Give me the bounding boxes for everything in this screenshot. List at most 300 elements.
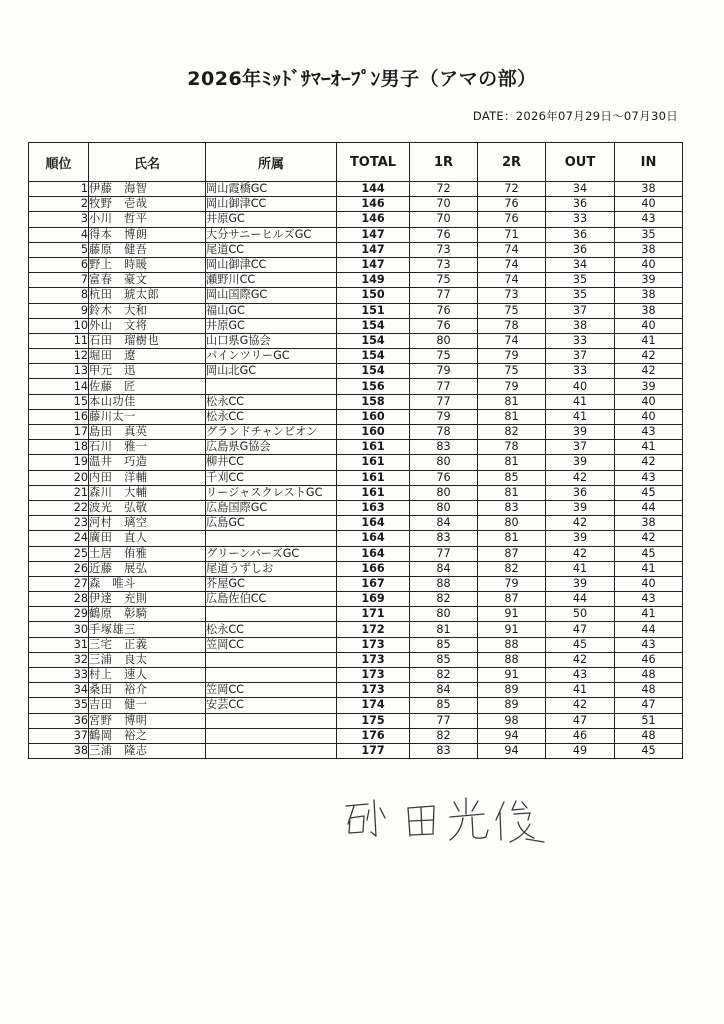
rank-cell: 11: [29, 333, 89, 348]
player-name: 鈴木 大和: [89, 303, 206, 318]
round1-score: 79: [410, 409, 478, 424]
table-row: [29, 257, 683, 272]
round2-score: 91: [478, 622, 546, 637]
player-name: 三浦 隆志: [89, 743, 206, 758]
total-score: 146: [337, 212, 410, 227]
total-score: 147: [337, 257, 410, 272]
in-score: 43: [615, 637, 683, 652]
table-row: [29, 349, 683, 364]
club-name: グランドチャンピオン: [206, 425, 337, 440]
rank-cell: 14: [29, 379, 89, 394]
player-name: 土居 侑雅: [89, 546, 206, 561]
club-name: 広島GC: [206, 516, 337, 531]
out-score: 34: [546, 182, 615, 197]
in-score: 40: [615, 576, 683, 591]
out-score: 36: [546, 197, 615, 212]
out-score: 38: [546, 318, 615, 333]
round1-score: 82: [410, 592, 478, 607]
player-name: 牧野 壱哉: [89, 197, 206, 212]
in-score: 46: [615, 652, 683, 667]
table-row: [29, 212, 683, 227]
out-score: 37: [546, 440, 615, 455]
in-score: 39: [615, 273, 683, 288]
out-score: 36: [546, 485, 615, 500]
col-header-out: OUT: [546, 143, 615, 182]
in-score: 35: [615, 227, 683, 242]
rank-cell: 34: [29, 683, 89, 698]
table-row: [29, 394, 683, 409]
table-row: [29, 440, 683, 455]
rank-cell: 3: [29, 212, 89, 227]
rank-cell: 16: [29, 409, 89, 424]
player-name: 藤川太一: [89, 409, 206, 424]
out-score: 39: [546, 576, 615, 591]
club-name: 岡山霞橋GC: [206, 182, 337, 197]
in-score: 40: [615, 257, 683, 272]
table-row: [29, 637, 683, 652]
club-name: [206, 743, 337, 758]
round1-score: 79: [410, 364, 478, 379]
round2-score: 88: [478, 652, 546, 667]
in-score: 42: [615, 531, 683, 546]
total-score: 174: [337, 698, 410, 713]
club-name: 尾道うずしお: [206, 561, 337, 576]
table-row: [29, 303, 683, 318]
round1-score: 84: [410, 516, 478, 531]
table-row: [29, 531, 683, 546]
round1-score: 76: [410, 227, 478, 242]
round2-score: 82: [478, 425, 546, 440]
round1-score: 77: [410, 713, 478, 728]
rank-cell: 15: [29, 394, 89, 409]
rank-cell: 2: [29, 197, 89, 212]
club-name: 岡山国際GC: [206, 288, 337, 303]
total-score: 176: [337, 728, 410, 743]
round1-score: 80: [410, 485, 478, 500]
table-row: [29, 743, 683, 758]
in-score: 45: [615, 743, 683, 758]
table-row: [29, 242, 683, 257]
round1-score: 76: [410, 303, 478, 318]
player-name: 伊達 充則: [89, 592, 206, 607]
out-score: 39: [546, 500, 615, 515]
club-name: 松永CC: [206, 394, 337, 409]
round2-score: 82: [478, 561, 546, 576]
col-header-name: 氏名: [89, 143, 206, 182]
round2-score: 74: [478, 333, 546, 348]
club-name: 瀬野川CC: [206, 273, 337, 288]
rank-cell: 25: [29, 546, 89, 561]
total-score: 167: [337, 576, 410, 591]
round1-score: 80: [410, 500, 478, 515]
table-row: [29, 288, 683, 303]
out-score: 42: [546, 516, 615, 531]
club-name: 笠岡CC: [206, 637, 337, 652]
total-score: 164: [337, 531, 410, 546]
round1-score: 82: [410, 668, 478, 683]
total-score: 163: [337, 500, 410, 515]
col-header-rank: 順位: [29, 143, 89, 182]
round2-score: 85: [478, 470, 546, 485]
out-score: 44: [546, 592, 615, 607]
out-score: 42: [546, 698, 615, 713]
round2-score: 71: [478, 227, 546, 242]
total-score: 158: [337, 394, 410, 409]
round2-score: 91: [478, 607, 546, 622]
player-name: 得本 博朗: [89, 227, 206, 242]
table-row: [29, 516, 683, 531]
out-score: 50: [546, 607, 615, 622]
table-row: [29, 668, 683, 683]
total-score: 150: [337, 288, 410, 303]
rank-cell: 10: [29, 318, 89, 333]
total-score: 173: [337, 683, 410, 698]
round1-score: 70: [410, 197, 478, 212]
results-table: [28, 142, 683, 759]
out-score: 37: [546, 349, 615, 364]
col-header-in: IN: [615, 143, 683, 182]
round1-score: 73: [410, 257, 478, 272]
out-score: 41: [546, 683, 615, 698]
rank-cell: 27: [29, 576, 89, 591]
out-score: 45: [546, 637, 615, 652]
club-name: [206, 379, 337, 394]
round1-score: 83: [410, 440, 478, 455]
round1-score: 80: [410, 333, 478, 348]
round1-score: 85: [410, 637, 478, 652]
table-row: [29, 592, 683, 607]
out-score: 42: [546, 546, 615, 561]
round1-score: 80: [410, 455, 478, 470]
player-name: 藤原 健吾: [89, 242, 206, 257]
player-name: 伊藤 海智: [89, 182, 206, 197]
in-score: 39: [615, 379, 683, 394]
rank-cell: 20: [29, 470, 89, 485]
in-score: 40: [615, 197, 683, 212]
total-score: 154: [337, 349, 410, 364]
out-score: 43: [546, 668, 615, 683]
total-score: 173: [337, 668, 410, 683]
club-name: 井原GC: [206, 318, 337, 333]
out-score: 33: [546, 364, 615, 379]
in-score: 41: [615, 333, 683, 348]
round2-score: 79: [478, 349, 546, 364]
player-name: 廣田 直人: [89, 531, 206, 546]
round1-score: 81: [410, 622, 478, 637]
rank-cell: 29: [29, 607, 89, 622]
round1-score: 76: [410, 318, 478, 333]
col-header-club: 所属: [206, 143, 337, 182]
rank-cell: 7: [29, 273, 89, 288]
club-name: [206, 728, 337, 743]
handwritten-signature: [338, 792, 550, 850]
table-row: [29, 227, 683, 242]
in-score: 45: [615, 485, 683, 500]
rank-cell: 38: [29, 743, 89, 758]
out-score: 46: [546, 728, 615, 743]
club-name: リージャスクレストGC: [206, 485, 337, 500]
club-name: 岡山御津CC: [206, 197, 337, 212]
rank-cell: 12: [29, 349, 89, 364]
out-score: 33: [546, 212, 615, 227]
player-name: 桑田 裕介: [89, 683, 206, 698]
round2-score: 83: [478, 500, 546, 515]
player-name: 吉田 健一: [89, 698, 206, 713]
total-score: 169: [337, 592, 410, 607]
table-row: [29, 576, 683, 591]
out-score: 35: [546, 273, 615, 288]
rank-cell: 26: [29, 561, 89, 576]
round2-score: 74: [478, 273, 546, 288]
page-title: 2026年ﾐｯﾄﾞｻﾏｰｵｰﾌﾟﾝ男子（アマの部）: [187, 68, 537, 90]
header-row: [29, 143, 683, 182]
player-name: 近藤 展弘: [89, 561, 206, 576]
round1-score: 84: [410, 561, 478, 576]
player-name: 波光 弘敬: [89, 500, 206, 515]
player-name: 手塚雄三: [89, 622, 206, 637]
in-score: 41: [615, 607, 683, 622]
out-score: 41: [546, 409, 615, 424]
table-row: [29, 652, 683, 667]
in-score: 43: [615, 212, 683, 227]
club-name: 松永CC: [206, 409, 337, 424]
total-score: 147: [337, 242, 410, 257]
round2-score: 78: [478, 440, 546, 455]
round2-score: 94: [478, 728, 546, 743]
rank-cell: 6: [29, 257, 89, 272]
club-name: [206, 531, 337, 546]
club-name: パインツリーGC: [206, 349, 337, 364]
total-score: 173: [337, 637, 410, 652]
player-name: 小川 哲平: [89, 212, 206, 227]
col-header-r2: 2R: [478, 143, 546, 182]
round2-score: 78: [478, 318, 546, 333]
total-score: 171: [337, 607, 410, 622]
out-score: 39: [546, 531, 615, 546]
player-name: 杭田 琥太郎: [89, 288, 206, 303]
round1-score: 72: [410, 182, 478, 197]
player-name: 温井 巧造: [89, 455, 206, 470]
rank-cell: 23: [29, 516, 89, 531]
total-score: 161: [337, 470, 410, 485]
round2-score: 87: [478, 546, 546, 561]
club-name: 芥屋GC: [206, 576, 337, 591]
round2-score: 75: [478, 364, 546, 379]
round2-score: 94: [478, 743, 546, 758]
club-name: 岡山北GC: [206, 364, 337, 379]
out-score: 42: [546, 652, 615, 667]
club-name: 山口県G協会: [206, 333, 337, 348]
player-name: 外山 文将: [89, 318, 206, 333]
total-score: 147: [337, 227, 410, 242]
player-name: 鶴岡 裕之: [89, 728, 206, 743]
round1-score: 85: [410, 652, 478, 667]
club-name: 笠岡CC: [206, 683, 337, 698]
rank-cell: 8: [29, 288, 89, 303]
player-name: 甲元 迅: [89, 364, 206, 379]
club-name: [206, 668, 337, 683]
in-score: 42: [615, 364, 683, 379]
club-name: 福山GC: [206, 303, 337, 318]
table-row: [29, 318, 683, 333]
player-name: 内田 洋輔: [89, 470, 206, 485]
in-score: 48: [615, 668, 683, 683]
total-score: 164: [337, 546, 410, 561]
table-row: [29, 728, 683, 743]
table-row: [29, 182, 683, 197]
in-score: 38: [615, 516, 683, 531]
total-score: 172: [337, 622, 410, 637]
out-score: 47: [546, 713, 615, 728]
club-name: 井原GC: [206, 212, 337, 227]
out-score: 39: [546, 425, 615, 440]
round1-score: 84: [410, 683, 478, 698]
round2-score: 79: [478, 576, 546, 591]
round1-score: 75: [410, 273, 478, 288]
table-row: [29, 500, 683, 515]
out-score: 33: [546, 333, 615, 348]
total-score: 161: [337, 455, 410, 470]
in-score: 48: [615, 683, 683, 698]
out-score: 40: [546, 379, 615, 394]
table-row: [29, 683, 683, 698]
rank-cell: 1: [29, 182, 89, 197]
round2-score: 73: [478, 288, 546, 303]
player-name: 本山功佳: [89, 394, 206, 409]
player-name: 鶴原 彰騎: [89, 607, 206, 622]
in-score: 41: [615, 561, 683, 576]
out-score: 36: [546, 242, 615, 257]
round1-score: 77: [410, 394, 478, 409]
player-name: 村上 速人: [89, 668, 206, 683]
in-score: 44: [615, 500, 683, 515]
player-name: 堀田 遼: [89, 349, 206, 364]
in-score: 41: [615, 440, 683, 455]
round2-score: 88: [478, 637, 546, 652]
round1-score: 70: [410, 212, 478, 227]
rank-cell: 13: [29, 364, 89, 379]
total-score: 146: [337, 197, 410, 212]
club-name: [206, 713, 337, 728]
table-row: [29, 364, 683, 379]
in-score: 40: [615, 394, 683, 409]
round2-score: 76: [478, 197, 546, 212]
round2-score: 74: [478, 242, 546, 257]
round2-score: 81: [478, 409, 546, 424]
out-score: 37: [546, 303, 615, 318]
round1-score: 76: [410, 470, 478, 485]
total-score: 164: [337, 516, 410, 531]
table-row: [29, 197, 683, 212]
total-score: 166: [337, 561, 410, 576]
total-score: 177: [337, 743, 410, 758]
club-name: 尾道CC: [206, 242, 337, 257]
table-row: [29, 425, 683, 440]
rank-cell: 36: [29, 713, 89, 728]
rank-cell: 37: [29, 728, 89, 743]
out-score: 35: [546, 288, 615, 303]
rank-cell: 32: [29, 652, 89, 667]
in-score: 40: [615, 318, 683, 333]
player-name: 森 唯斗: [89, 576, 206, 591]
round1-score: 75: [410, 349, 478, 364]
player-name: 三宅 正義: [89, 637, 206, 652]
total-score: 151: [337, 303, 410, 318]
total-score: 160: [337, 409, 410, 424]
total-score: 173: [337, 652, 410, 667]
club-name: 広島県G協会: [206, 440, 337, 455]
out-score: 34: [546, 257, 615, 272]
player-name: 石川 雅一: [89, 440, 206, 455]
round1-score: 88: [410, 576, 478, 591]
total-score: 154: [337, 318, 410, 333]
table-row: [29, 546, 683, 561]
table-row: [29, 379, 683, 394]
in-score: 44: [615, 622, 683, 637]
in-score: 51: [615, 713, 683, 728]
col-header-r1: 1R: [410, 143, 478, 182]
round2-score: 91: [478, 668, 546, 683]
out-score: 36: [546, 227, 615, 242]
round1-score: 83: [410, 531, 478, 546]
out-score: 47: [546, 622, 615, 637]
rank-cell: 18: [29, 440, 89, 455]
player-name: 三浦 良太: [89, 652, 206, 667]
club-name: 広島国際GC: [206, 500, 337, 515]
in-score: 45: [615, 546, 683, 561]
table-row: [29, 485, 683, 500]
round2-score: 74: [478, 257, 546, 272]
table-row: [29, 561, 683, 576]
player-name: 森川 大輔: [89, 485, 206, 500]
out-score: 49: [546, 743, 615, 758]
round2-score: 72: [478, 182, 546, 197]
out-score: 42: [546, 470, 615, 485]
out-score: 39: [546, 455, 615, 470]
club-name: 松永CC: [206, 622, 337, 637]
total-score: 161: [337, 440, 410, 455]
player-name: 佐藤 匠: [89, 379, 206, 394]
player-name: 野上 時暖: [89, 257, 206, 272]
table-row: [29, 713, 683, 728]
round2-score: 79: [478, 379, 546, 394]
in-score: 38: [615, 242, 683, 257]
rank-cell: 28: [29, 592, 89, 607]
total-score: 160: [337, 425, 410, 440]
table-row: [29, 455, 683, 470]
in-score: 43: [615, 470, 683, 485]
round2-score: 89: [478, 683, 546, 698]
round2-score: 75: [478, 303, 546, 318]
round1-score: 77: [410, 288, 478, 303]
round1-score: 78: [410, 425, 478, 440]
round2-score: 81: [478, 394, 546, 409]
in-score: 42: [615, 349, 683, 364]
table-row: [29, 698, 683, 713]
table-row: [29, 273, 683, 288]
round1-score: 83: [410, 743, 478, 758]
club-name: 岡山御津CC: [206, 257, 337, 272]
total-score: 161: [337, 485, 410, 500]
rank-cell: 5: [29, 242, 89, 257]
rank-cell: 35: [29, 698, 89, 713]
round1-score: 73: [410, 242, 478, 257]
rank-cell: 21: [29, 485, 89, 500]
rank-cell: 24: [29, 531, 89, 546]
round1-score: 82: [410, 728, 478, 743]
rank-cell: 9: [29, 303, 89, 318]
rank-cell: 17: [29, 425, 89, 440]
